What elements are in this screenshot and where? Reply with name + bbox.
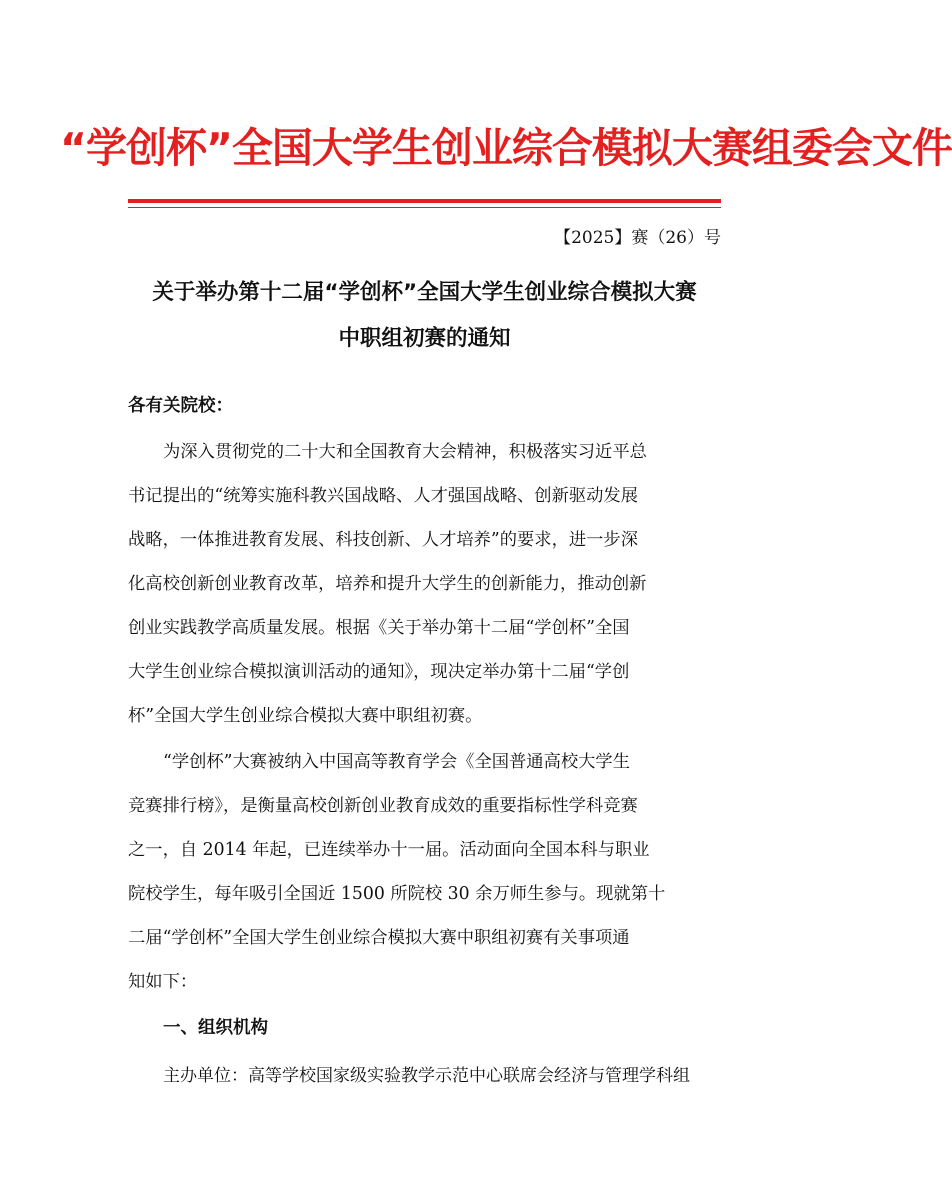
document-header-title: “学创杯”全国大学生创业综合模拟大赛组委会文件	[60, 124, 952, 172]
salutation: 各有关院校：	[128, 396, 233, 416]
paragraph-line: 杯”全国大学生创业综合模拟大赛中职组初赛。	[128, 706, 483, 726]
paragraph-line: 竞赛排行榜》，是衡量高校创新创业教育成效的重要指标性学科竞赛	[128, 796, 638, 816]
paragraph-background	[128, 740, 721, 1004]
notice-title-line: 关于举办第十二届“学创杯”全国大学生创业综合模拟大赛	[152, 280, 697, 305]
paragraph-line: 知如下：	[128, 972, 198, 992]
paragraph-line: “学创杯”大赛被纳入中国高等教育学会《全国普通高校大学生	[163, 752, 630, 772]
header-rule-thick	[128, 199, 721, 203]
paragraph-intro	[128, 430, 721, 738]
paragraph-line: 大学生创业综合模拟演训活动的通知》，现决定举办第十二届“学创	[128, 662, 630, 682]
paragraph-line: 为深入贯彻党的二十大和全国教育大会精神，积极落实习近平总	[163, 442, 647, 462]
paragraph-line: 创业实践教学高质量发展。根据《关于举办第十二届“学创杯”全国	[128, 618, 630, 638]
paragraph-line: 二届“学创杯”全国大学生创业综合模拟大赛中职组初赛有关事项通	[128, 928, 630, 948]
paragraph-line: 之一，自 2014 年起，已连续举办十一届。活动面向全国本科与职业	[128, 840, 650, 860]
notice-title-line: 中职组初赛的通知	[338, 326, 511, 351]
section-heading: 一、组织机构	[163, 1018, 268, 1038]
header-rule-thin	[128, 207, 721, 208]
notice-title	[100, 270, 749, 362]
organizer-line: 主办单位：高等学校国家级实验教学示范中心联席会经济与管理学科组	[163, 1066, 690, 1086]
paragraph-line: 书记提出的“统筹实施科教兴国战略、人才强国战略、创新驱动发展	[128, 486, 638, 506]
paragraph-line: 化高校创新创业教育改革，培养和提升大学生的创新能力，推动创新	[128, 574, 647, 594]
paragraph-line: 战略，一体推进教育发展、科技创新、人才培养”的要求，进一步深	[128, 530, 638, 550]
paragraph-line: 院校学生，每年吸引全国近 1500 所院校 30 余万师生参与。现就第十	[128, 884, 666, 904]
document-number: 【2025】赛（26）号	[554, 228, 721, 248]
